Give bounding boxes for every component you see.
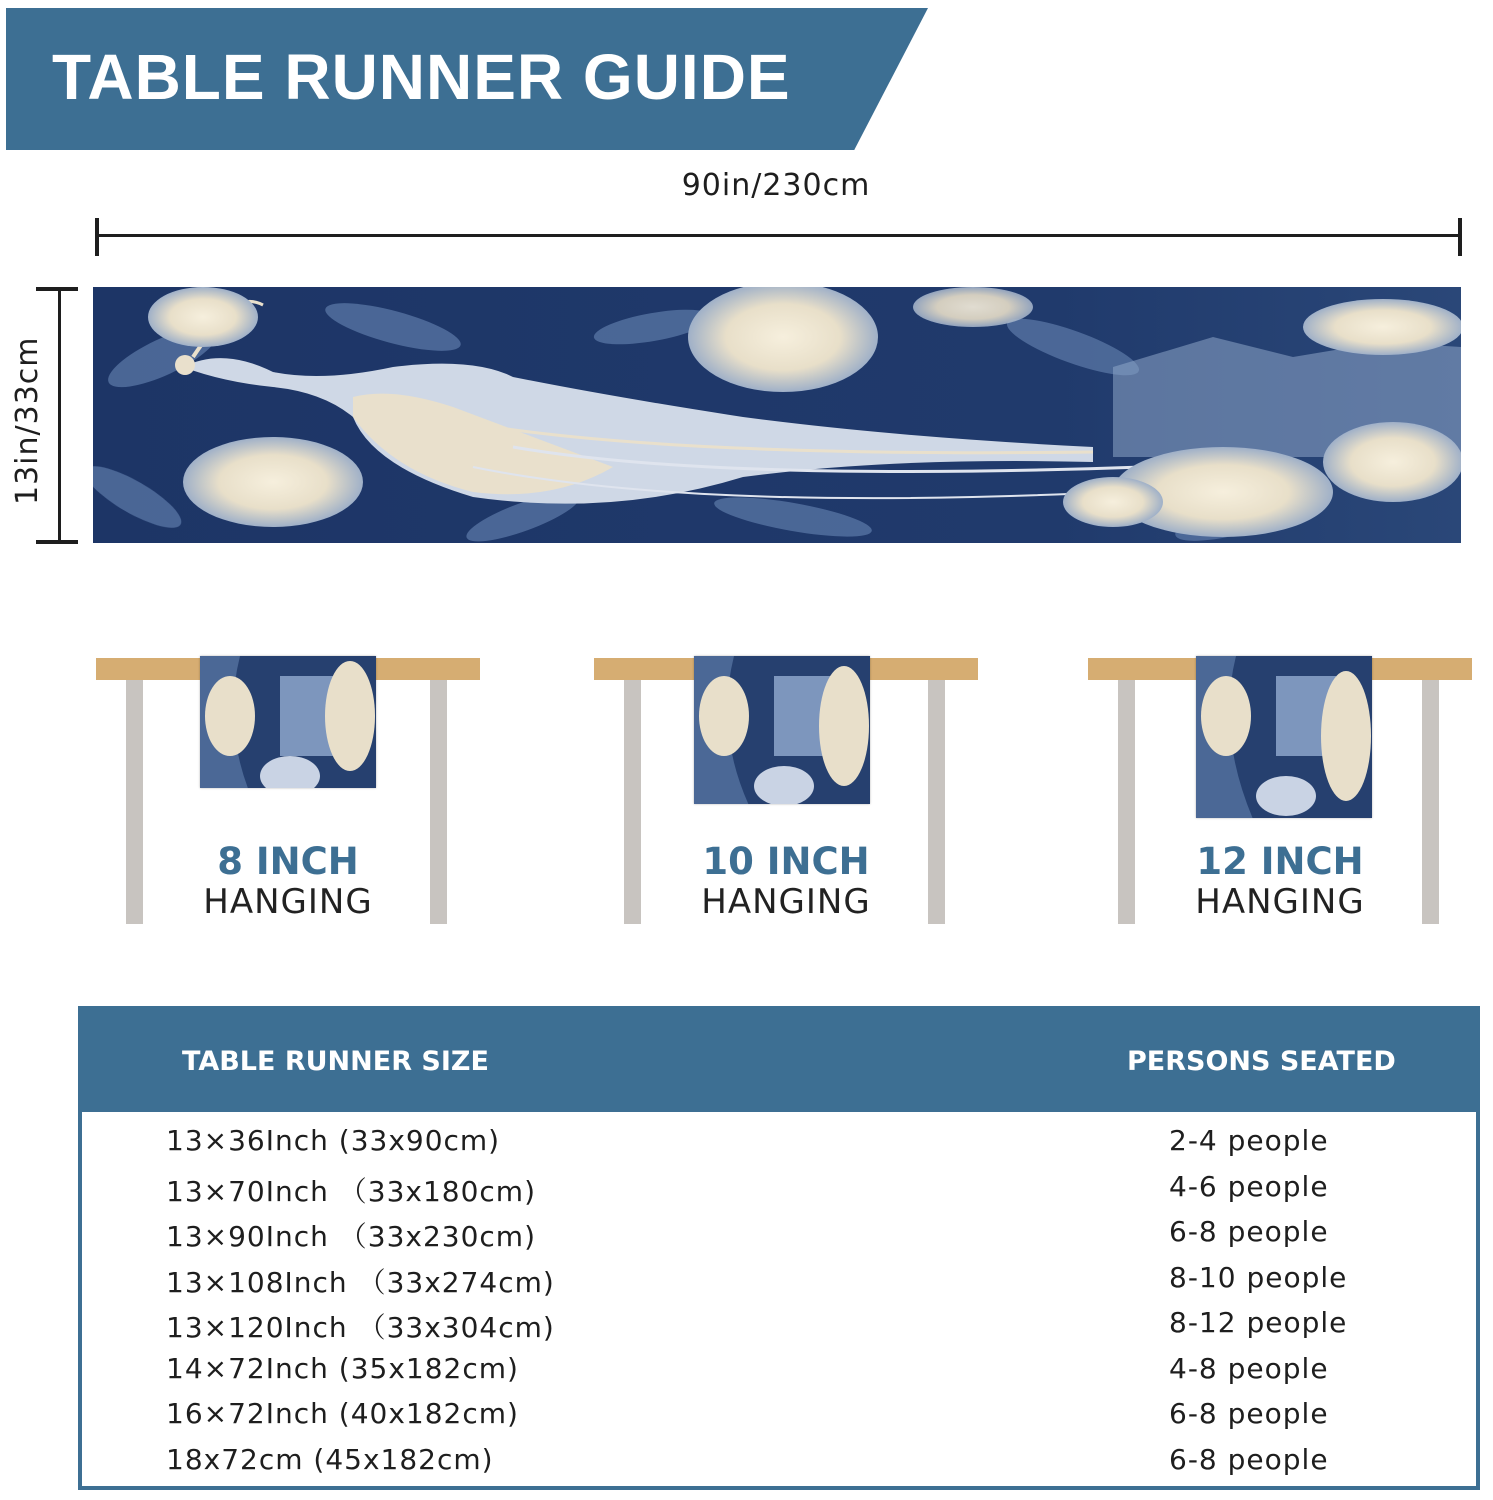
- runner-size-cell: 13×120Inch （33x304cm): [166, 1311, 555, 1344]
- table-row: [82, 1209, 1476, 1255]
- hanging-diagram-8-inch: [96, 658, 480, 928]
- hanging-diagram-12-inch: [1088, 658, 1472, 928]
- drape-pattern-image: [1196, 656, 1372, 818]
- runner-size-cell: 16×72Inch (40x182cm): [166, 1397, 519, 1430]
- table-row: [82, 1346, 1476, 1392]
- runner-size-cell: 14×72Inch (35x182cm): [166, 1351, 519, 1385]
- table-row: [82, 1437, 1476, 1483]
- persons-seated-cell: 4-8 people: [1169, 1351, 1329, 1385]
- persons-seated-cell: 6-8 people: [1169, 1215, 1329, 1248]
- runner-size-cell: 18x72cm (45x182cm): [166, 1442, 494, 1476]
- runner-size-cell: 13×70Inch （33x180cm): [166, 1174, 537, 1208]
- hanging-label: HANGING: [701, 882, 871, 922]
- table-row: [82, 1118, 1476, 1164]
- hanging-length: 10 INCH: [702, 840, 870, 883]
- runner-size-cell: 13×90Inch （33x230cm): [166, 1220, 537, 1253]
- runner-size-cell: 13×108Inch （33x274cm): [166, 1265, 555, 1299]
- width-dimension-label: 90in/230cm: [681, 168, 871, 203]
- table-row: [82, 1164, 1476, 1210]
- hanging-length: 12 INCH: [1196, 840, 1364, 883]
- height-dimension-cap-top: [36, 287, 78, 291]
- persons-seated-cell: 2-4 people: [1169, 1124, 1329, 1157]
- persons-seated-cell: 4-6 people: [1169, 1169, 1329, 1203]
- page-title: TABLE RUNNER GUIDE: [52, 41, 791, 113]
- table-row: [82, 1300, 1476, 1346]
- size-table-header: [82, 1010, 1476, 1112]
- persons-seated-cell: 8-12 people: [1169, 1306, 1348, 1339]
- runner-drape: [200, 656, 376, 788]
- width-dimension-line: [96, 234, 1462, 237]
- size-table: [78, 1006, 1480, 1490]
- persons-seated-cell: 8-10 people: [1169, 1260, 1348, 1294]
- hanging-label: HANGING: [1195, 882, 1365, 922]
- runner-size-cell: 13×36Inch (33x90cm): [166, 1124, 501, 1157]
- height-dimension-label: 13in/33cm: [10, 336, 45, 505]
- width-dimension-cap-right: [1458, 218, 1462, 256]
- persons-seated-cell: 6-8 people: [1169, 1442, 1329, 1476]
- hanging-length: 8 INCH: [217, 840, 359, 883]
- size-table-body: [82, 1118, 1476, 1482]
- table-row: [82, 1255, 1476, 1301]
- hanging-diagram-10-inch: [594, 658, 978, 928]
- drape-pattern-image: [694, 656, 870, 804]
- drape-pattern-image: [200, 656, 376, 788]
- runner-drape: [694, 656, 870, 804]
- hanging-label: HANGING: [203, 882, 373, 922]
- runner-drape: [1196, 656, 1372, 818]
- header-persons-seated: PERSONS SEATED: [1127, 1046, 1396, 1077]
- persons-seated-cell: 6-8 people: [1169, 1397, 1329, 1430]
- header-runner-size: TABLE RUNNER SIZE: [182, 1046, 489, 1077]
- height-dimension-cap-bottom: [36, 540, 78, 544]
- height-dimension-line: [58, 289, 61, 543]
- table-row: [82, 1391, 1476, 1437]
- runner-pattern-image: [93, 287, 1461, 543]
- width-dimension-cap-left: [95, 218, 99, 256]
